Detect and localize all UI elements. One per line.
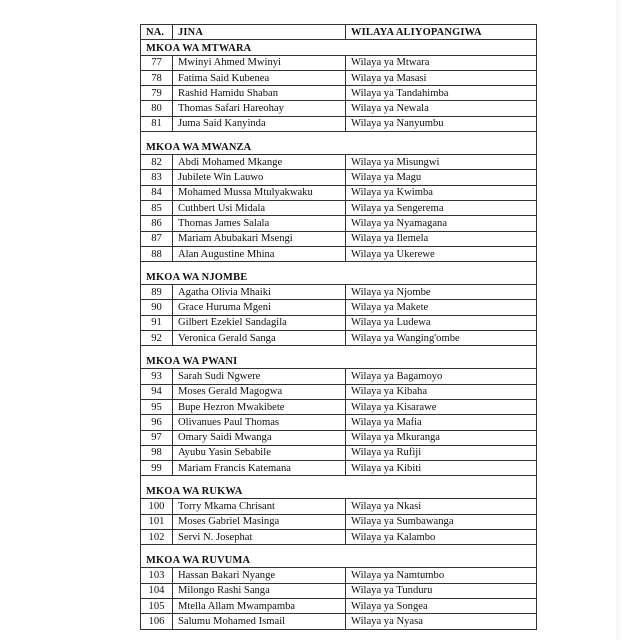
table-row bbox=[141, 246, 537, 261]
row-name: Mwinyi Ahmed Mwinyi bbox=[173, 55, 346, 70]
row-number: 84 bbox=[141, 185, 173, 200]
row-district: Wilaya ya Masasi bbox=[346, 70, 537, 85]
row-district: Wilaya ya Njombe bbox=[346, 285, 537, 300]
row-name: Thomas James Salala bbox=[173, 216, 346, 231]
table-row bbox=[141, 70, 537, 85]
row-name: Thomas Safari Hareohay bbox=[173, 101, 346, 116]
row-number: 90 bbox=[141, 300, 173, 315]
row-district: Wilaya ya Makete bbox=[346, 300, 537, 315]
region-title: MKOA WA MTWARA bbox=[141, 40, 537, 55]
assignment-table bbox=[140, 24, 537, 630]
row-district: Wilaya ya Mkuranga bbox=[346, 430, 537, 445]
row-name: Cuthbert Usi Midala bbox=[173, 200, 346, 215]
table-row bbox=[141, 598, 537, 613]
table-row bbox=[141, 614, 537, 629]
row-number: 93 bbox=[141, 369, 173, 384]
row-number: 98 bbox=[141, 445, 173, 460]
row-district: Wilaya ya Kibaha bbox=[346, 384, 537, 399]
region-title: MKOA WA NJOMBE bbox=[141, 262, 537, 285]
row-name: Jubilete Win Lauwo bbox=[173, 170, 346, 185]
row-number: 87 bbox=[141, 231, 173, 246]
table-row bbox=[141, 568, 537, 583]
page-edge-shadow bbox=[616, 0, 622, 640]
table-row bbox=[141, 384, 537, 399]
row-name: Salumu Mohamed Ismail bbox=[173, 614, 346, 629]
row-district: Wilaya ya Kalambo bbox=[346, 530, 537, 545]
row-number: 104 bbox=[141, 583, 173, 598]
row-name: Grace Huruma Mgeni bbox=[173, 300, 346, 315]
row-number: 94 bbox=[141, 384, 173, 399]
table-row bbox=[141, 499, 537, 514]
row-district: Wilaya ya Mafia bbox=[346, 415, 537, 430]
table-row bbox=[141, 116, 537, 131]
row-district: Wilaya ya Ludewa bbox=[346, 315, 537, 330]
row-district: Wilaya ya Bagamoyo bbox=[346, 369, 537, 384]
table-row bbox=[141, 285, 537, 300]
row-name: Sarah Sudi Ngwere bbox=[173, 369, 346, 384]
row-number: 97 bbox=[141, 430, 173, 445]
table-row bbox=[141, 231, 537, 246]
row-name: Ayubu Yasin Sebabile bbox=[173, 445, 346, 460]
row-district: Wilaya ya Nanyumbu bbox=[346, 116, 537, 131]
table-row bbox=[141, 399, 537, 414]
row-name: Juma Said Kanyinda bbox=[173, 116, 346, 131]
row-district: Wilaya ya Mtwara bbox=[346, 55, 537, 70]
region-header-row bbox=[141, 346, 537, 369]
row-name: Mtella Allam Mwampamba bbox=[173, 598, 346, 613]
row-district: Wilaya ya Tandahimba bbox=[346, 86, 537, 101]
header-district: WILAYA ALIYOPANGIWA bbox=[346, 25, 537, 40]
row-name: Olivanues Paul Thomas bbox=[173, 415, 346, 430]
header-number: NA. bbox=[141, 25, 173, 40]
row-district: Wilaya ya Ukerewe bbox=[346, 246, 537, 261]
table-header-row bbox=[141, 25, 537, 40]
row-district: Wilaya ya Tunduru bbox=[346, 583, 537, 598]
row-number: 92 bbox=[141, 331, 173, 346]
row-number: 83 bbox=[141, 170, 173, 185]
row-number: 78 bbox=[141, 70, 173, 85]
row-number: 105 bbox=[141, 598, 173, 613]
row-district: Wilaya ya Kibiti bbox=[346, 461, 537, 476]
row-number: 88 bbox=[141, 246, 173, 261]
region-header-row bbox=[141, 262, 537, 285]
row-name: Gilbert Ezekiel Sandagila bbox=[173, 315, 346, 330]
row-name: Agatha Olivia Mhaiki bbox=[173, 285, 346, 300]
row-name: Bupe Hezron Mwakibete bbox=[173, 399, 346, 414]
table-row bbox=[141, 86, 537, 101]
row-district: Wilaya ya Ilemela bbox=[346, 231, 537, 246]
table-row bbox=[141, 155, 537, 170]
row-district: Wilaya ya Rufiji bbox=[346, 445, 537, 460]
table-row bbox=[141, 315, 537, 330]
row-district: Wilaya ya Namtumbo bbox=[346, 568, 537, 583]
row-name: Moses Gerald Magogwa bbox=[173, 384, 346, 399]
row-district: Wilaya ya Kwimba bbox=[346, 185, 537, 200]
row-name: Torry Mkama Chrisant bbox=[173, 499, 346, 514]
row-number: 106 bbox=[141, 614, 173, 629]
row-number: 89 bbox=[141, 285, 173, 300]
row-district: Wilaya ya Magu bbox=[346, 170, 537, 185]
region-title: MKOA WA RUKWA bbox=[141, 476, 537, 499]
table-row bbox=[141, 200, 537, 215]
row-name: Abdi Mohamed Mkange bbox=[173, 155, 346, 170]
region-title: MKOA WA PWANI bbox=[141, 346, 537, 369]
row-number: 99 bbox=[141, 461, 173, 476]
row-number: 101 bbox=[141, 514, 173, 529]
row-number: 103 bbox=[141, 568, 173, 583]
row-name: Mohamed Mussa Mtulyakwaku bbox=[173, 185, 346, 200]
row-district: Wilaya ya Kisarawe bbox=[346, 399, 537, 414]
row-number: 96 bbox=[141, 415, 173, 430]
region-header-row bbox=[141, 545, 537, 568]
row-number: 100 bbox=[141, 499, 173, 514]
row-district: Wilaya ya Wanging'ombe bbox=[346, 331, 537, 346]
table-row bbox=[141, 530, 537, 545]
row-district: Wilaya ya Songea bbox=[346, 598, 537, 613]
row-name: Fatima Said Kubenea bbox=[173, 70, 346, 85]
row-district: Wilaya ya Misungwi bbox=[346, 155, 537, 170]
row-number: 77 bbox=[141, 55, 173, 70]
table-row bbox=[141, 514, 537, 529]
row-name: Veronica Gerald Sanga bbox=[173, 331, 346, 346]
row-district: Wilaya ya Newala bbox=[346, 101, 537, 116]
row-number: 82 bbox=[141, 155, 173, 170]
row-district: Wilaya ya Nyasa bbox=[346, 614, 537, 629]
row-number: 86 bbox=[141, 216, 173, 231]
row-district: Wilaya ya Sengerema bbox=[346, 200, 537, 215]
row-district: Wilaya ya Nyamagana bbox=[346, 216, 537, 231]
table-row bbox=[141, 461, 537, 476]
row-name: Milongo Rashi Sanga bbox=[173, 583, 346, 598]
table-row bbox=[141, 101, 537, 116]
table-row bbox=[141, 216, 537, 231]
row-name: Moses Gabriel Masinga bbox=[173, 514, 346, 529]
row-name: Hassan Bakari Nyange bbox=[173, 568, 346, 583]
row-name: Omary Saidi Mwanga bbox=[173, 430, 346, 445]
region-title: MKOA WA MWANZA bbox=[141, 132, 537, 155]
row-number: 80 bbox=[141, 101, 173, 116]
table-row bbox=[141, 445, 537, 460]
table-row bbox=[141, 430, 537, 445]
table-row bbox=[141, 185, 537, 200]
header-name: JINA bbox=[173, 25, 346, 40]
row-number: 95 bbox=[141, 399, 173, 414]
table-row bbox=[141, 55, 537, 70]
table-row bbox=[141, 415, 537, 430]
row-name: Mariam Francis Katemana bbox=[173, 461, 346, 476]
region-header-row bbox=[141, 476, 537, 499]
row-name: Mariam Abubakari Msengi bbox=[173, 231, 346, 246]
table-row bbox=[141, 331, 537, 346]
row-number: 102 bbox=[141, 530, 173, 545]
region-header-row bbox=[141, 40, 537, 55]
row-number: 81 bbox=[141, 116, 173, 131]
region-header-row bbox=[141, 132, 537, 155]
table-row bbox=[141, 369, 537, 384]
row-number: 85 bbox=[141, 200, 173, 215]
row-name: Servi N. Josephat bbox=[173, 530, 346, 545]
region-title: MKOA WA RUVUMA bbox=[141, 545, 537, 568]
table-row bbox=[141, 583, 537, 598]
row-number: 91 bbox=[141, 315, 173, 330]
row-number: 79 bbox=[141, 86, 173, 101]
table-row bbox=[141, 170, 537, 185]
row-name: Rashid Hamidu Shaban bbox=[173, 86, 346, 101]
row-name: Alan Augustine Mhina bbox=[173, 246, 346, 261]
table-row bbox=[141, 300, 537, 315]
row-district: Wilaya ya Sumbawanga bbox=[346, 514, 537, 529]
row-district: Wilaya ya Nkasi bbox=[346, 499, 537, 514]
